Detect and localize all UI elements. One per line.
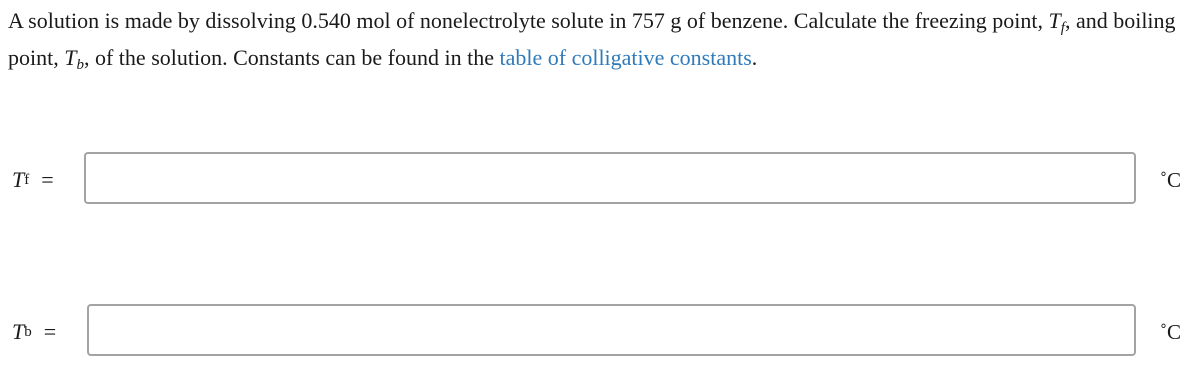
boiling-point-unit: ˚C xyxy=(1160,319,1181,344)
freezing-point-subscript: f xyxy=(1060,20,1065,36)
freezing-point-symbol: $T_f$ xyxy=(1048,8,1065,36)
boiling-point-answer-row xyxy=(0,302,1200,362)
freezing-point-label: T f = xyxy=(12,167,54,192)
boiling-point-symbol: $T_b$ xyxy=(64,45,84,73)
freezing-point-answer-row xyxy=(0,150,1200,210)
boiling-point-subscript: b xyxy=(76,57,84,73)
question-text xyxy=(8,2,1193,76)
boiling-point-label: T b = xyxy=(12,319,57,344)
question-part-4: . xyxy=(751,45,758,70)
freezing-point-input[interactable] xyxy=(84,152,1136,204)
equals-sign: = xyxy=(41,167,54,192)
question-part-3: , of the solution. Constants can be found in the xyxy=(83,45,500,70)
boiling-point-input[interactable] xyxy=(87,304,1136,356)
question-part-2: , and boiling point, xyxy=(8,8,1176,70)
freezing-point-label-symbol: T xyxy=(12,167,25,192)
boiling-point-label-symbol: T xyxy=(12,319,25,344)
question-part-1: A solution is made by dissolving 0.540 mol of nonelectrolyte solute in 757 g of benzene. Calculate the freezing point, xyxy=(8,8,1049,33)
colligative-constants-link[interactable]: table of colligative constants xyxy=(499,45,752,70)
equals-sign: = xyxy=(43,319,57,344)
freezing-point-unit: ˚C xyxy=(1160,167,1181,192)
